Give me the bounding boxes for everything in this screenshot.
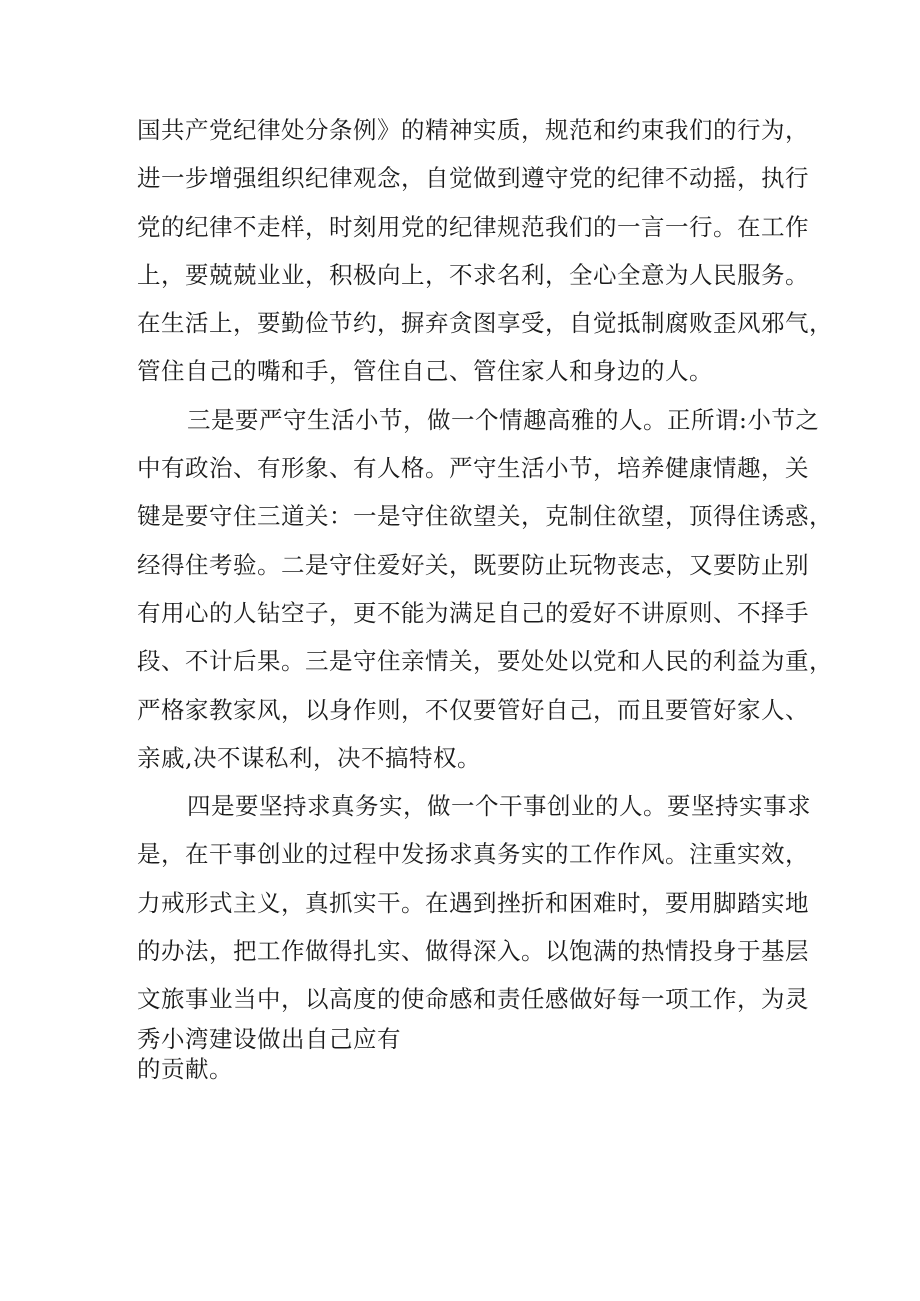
text-line: 经得住考验。二是守住爱好关，既要防止玩物丧志，又要防止别: [137, 550, 809, 579]
text-line: 严格家教家风，以身作则，不仅要管好自己，而且要管好家人、: [137, 695, 809, 724]
text-line: 进一步增强组织纪律观念，自觉做到遵守党的纪律不动摇，执行: [137, 164, 809, 193]
text-line: 党的纪律不走样，时刻用党的纪律规范我们的一言一行。在工作: [137, 212, 809, 241]
text-line: 三是要严守生活小节，做一个情趣高雅的人。正所谓:小节之: [187, 405, 820, 434]
paragraph-2: [137, 396, 833, 782]
text-line: 上，要兢兢业业，积极向上，不求名利，全心全意为人民服务。: [137, 260, 809, 289]
text-line: 中有政治、有形象、有人格。严守生活小节，培养健康情趣，关: [137, 454, 809, 483]
text-line: 管住自己的嘴和手，管住自己、管住家人和身边的人。: [137, 357, 713, 386]
text-line: 段、不计后果。三是守住亲情关，要处处以党和人民的利益为重，: [137, 647, 833, 676]
text-line: 键是要守住三道关：一是守住欲望关，克制住欲望，顶得住诱惑，: [137, 502, 833, 531]
text-line: 亲戚,决不谋私利，决不搞特权。: [137, 743, 481, 772]
text-line: 国共产党纪律处分条例》的精神实质，规范和约束我们的行为，: [137, 116, 809, 144]
text-line: 有用心的人钻空子，更不能为满足自己的爱好不讲原则、不择手: [137, 598, 809, 627]
text-line: 四是要坚持求真务实，做一个干事创业的人。要坚持实事求: [187, 792, 811, 821]
text-line: 的贡献。: [137, 1054, 233, 1083]
text-line: 文旅事业当中，以高度的使命感和责任感做好每一项工作，为灵: [137, 985, 809, 1014]
text-line: 的办法，把工作做得扎实、做得深入。以饱满的热情投身于基层: [137, 937, 809, 966]
paragraph-3: [137, 782, 811, 1083]
paragraph-1: [137, 106, 833, 396]
text-line: 力戒形式主义，真抓实干。在遇到挫折和困难时，要用脚踏实地: [137, 888, 809, 917]
text-line: 秀小湾建设做出自己应有: [137, 1024, 401, 1053]
text-line: 是，在干事创业的过程中发扬求真务实的工作作风。注重实效，: [137, 840, 809, 869]
text-line: 在生活上，要勤俭节约，摒弃贪图享受，自觉抵制腐败歪风邪气，: [137, 309, 833, 338]
document-body: [137, 106, 833, 1084]
